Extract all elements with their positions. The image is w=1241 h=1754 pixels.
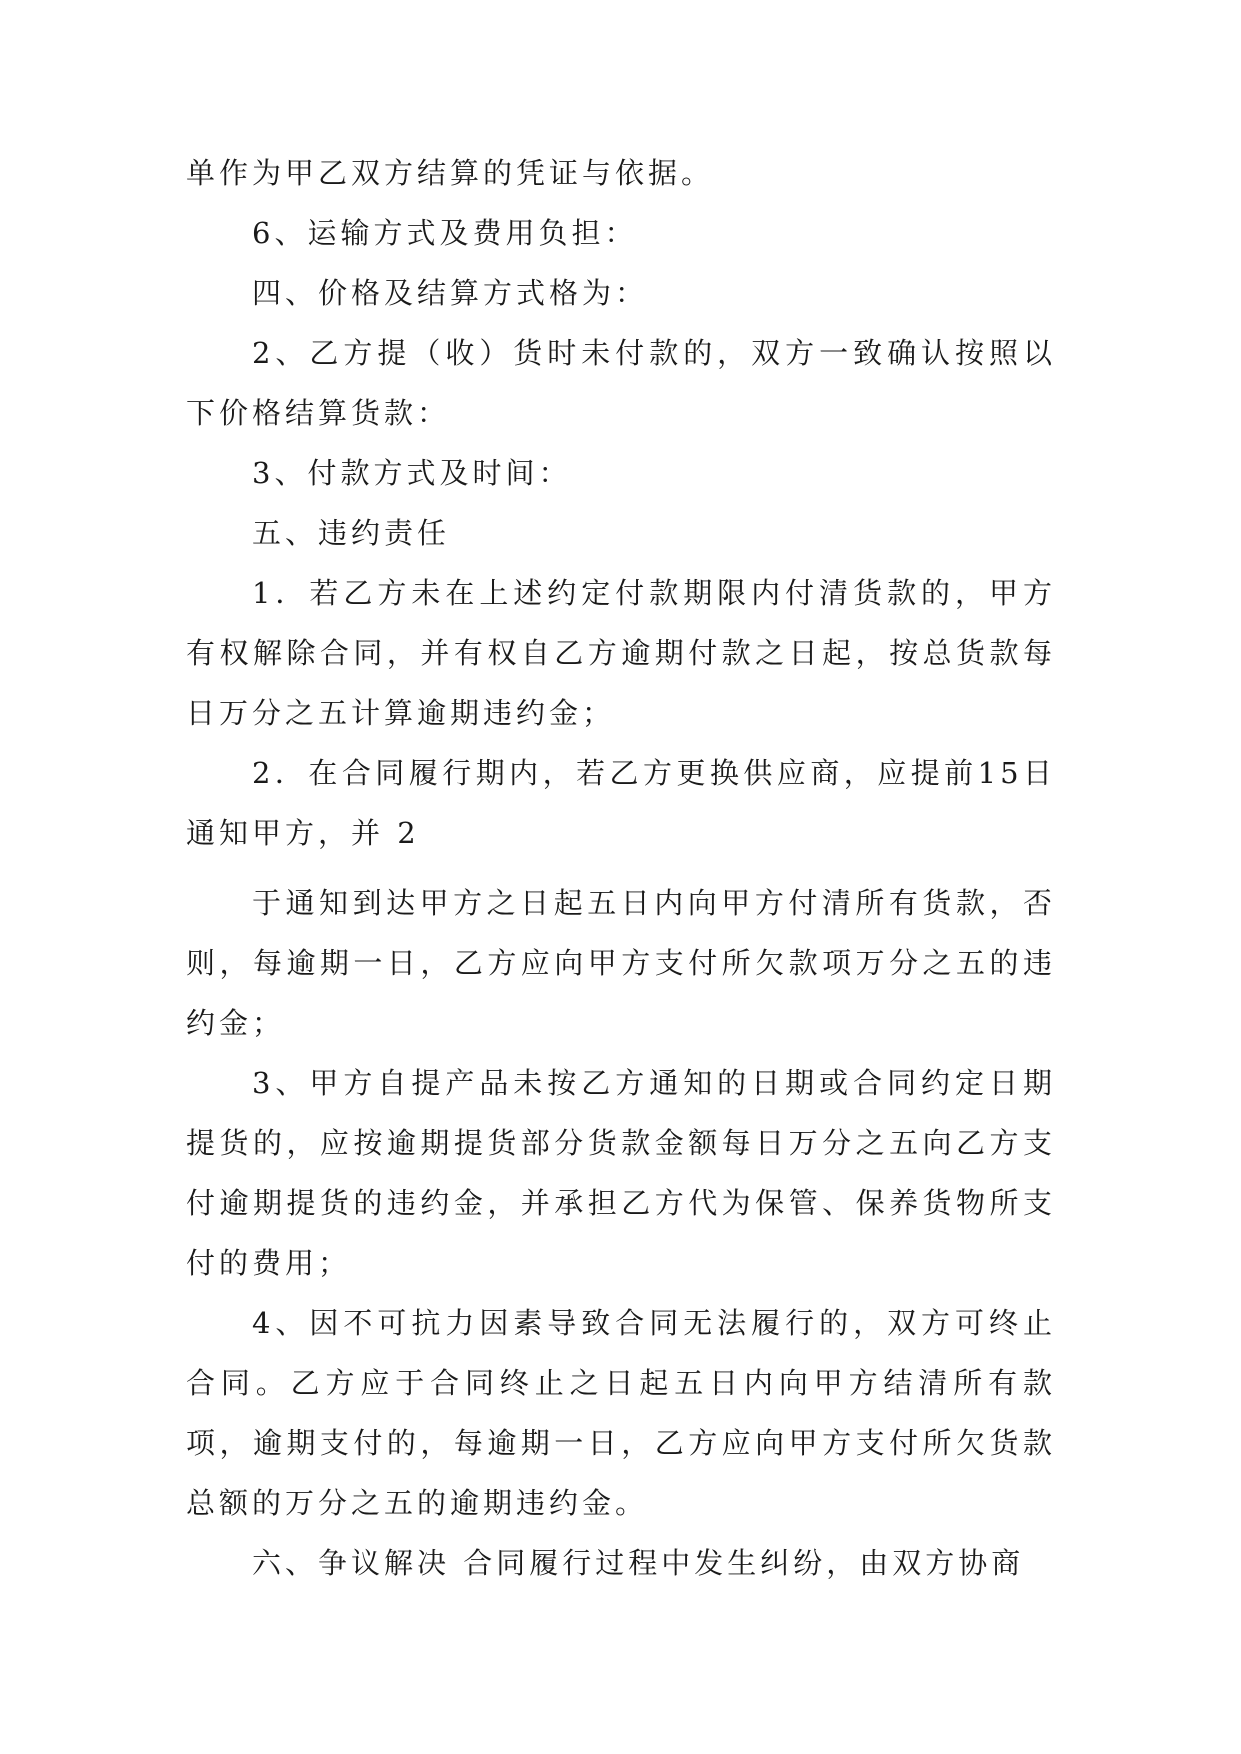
paragraph-unpaid-pickup: 2、乙方提（收）货时未付款的，双方一致确认按照以下价格结算货款： [186, 336, 1056, 430]
paragraph-continuation: 单作为甲乙双方结算的凭证与依据。 [186, 156, 715, 190]
paragraph-transport: 6、运输方式及费用负担： [252, 216, 638, 250]
paragraph-liability-2: 2．在合同履行期内，若乙方更换供应商，应提前15日通知甲方，并 2 [186, 756, 1056, 850]
document-body [186, 143, 1056, 1593]
paragraph-liability-4: 4、因不可抗力因素导致合同无法履行的，双方可终止合同。乙方应于合同终止之日起五日内向甲方结清所有款项，逾期支付的，每逾期一日，乙方应向甲方支付所欠货款总额的万分之五的逾期违约金。 [186, 1306, 1056, 1520]
paragraph-liability-1: 1．若乙方未在上述约定付款期限内付清货款的，甲方有权解除合同，并有权自乙方逾期付款之日起，按总货款每日万分之五计算逾期违约金； [186, 576, 1056, 730]
section-heading-price: 四、价格及结算方式格为： [252, 276, 649, 310]
section-heading-liability: 五、违约责任 [252, 516, 451, 550]
paragraph-payment-method: 3、付款方式及时间： [252, 456, 572, 490]
paragraph-liability-3: 3、甲方自提产品未按乙方通知的日期或合同约定日期提货的，应按逾期提货部分货款金额每日万分之五向乙方支付逾期提货的违约金，并承担乙方代为保管、保养货物所支付的费用； [186, 1066, 1056, 1280]
section-heading-dispute: 六、争议解决 合同履行过程中发生纠纷，由双方协商 [252, 1546, 1025, 1580]
paragraph-liability-2-cont: 于通知到达甲方之日起五日内向甲方付清所有货款，否则，每逾期一日，乙方应向甲方支付所欠款项万分之五的违约金； [186, 886, 1056, 1040]
